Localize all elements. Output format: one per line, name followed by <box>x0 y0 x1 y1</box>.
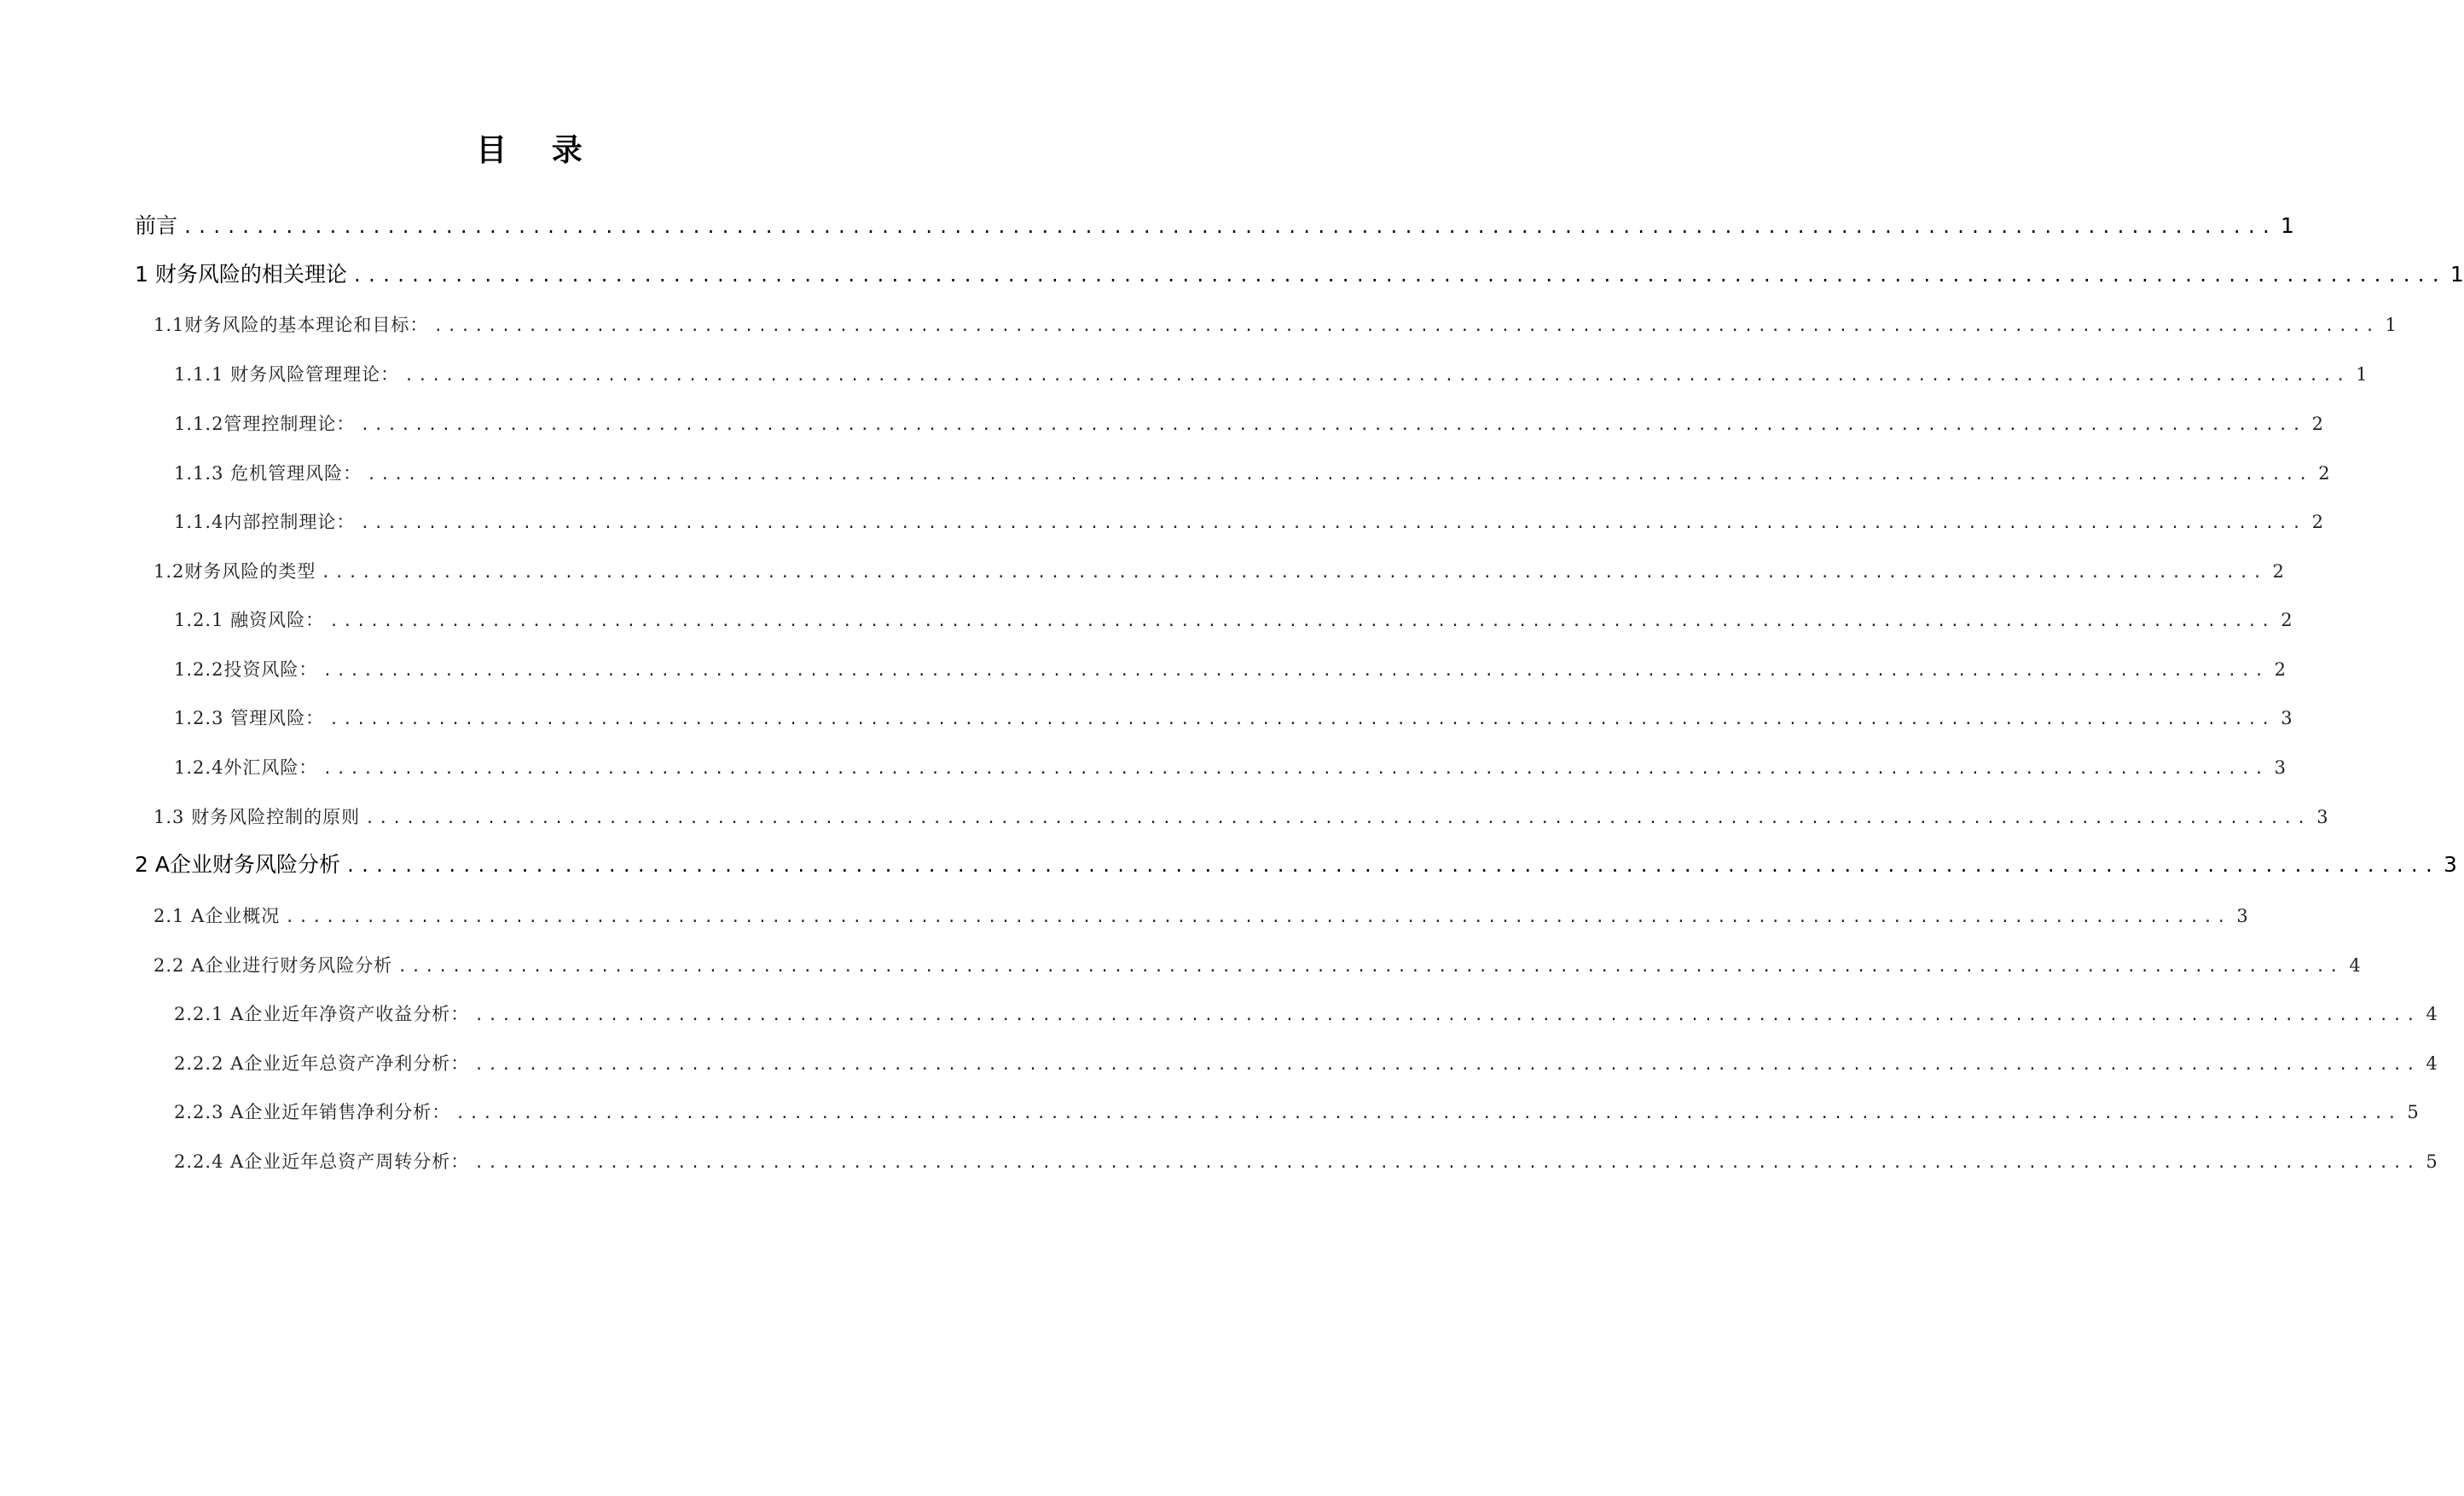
toc-entry-section-1-1-4[interactable] <box>174 505 2324 539</box>
toc-page-number: 3 <box>2281 708 2293 728</box>
toc-page-number: 2 <box>2318 463 2331 484</box>
toc-entry-section-1-3[interactable] <box>154 800 2329 834</box>
toc-page-number: 4 <box>2426 1053 2438 1074</box>
toc-entry-label: 1.2.3 管理风险： <box>174 708 325 728</box>
toc-entry-label: 1.1.2管理控制理论： <box>174 414 356 434</box>
toc-page-number: 1 <box>2356 364 2368 385</box>
toc-page-number: 1 <box>2385 315 2397 335</box>
toc-dot-leader: ................................................................................................................................................ <box>360 416 2305 434</box>
toc-entry-section-2-2-3[interactable] <box>174 1095 2420 1129</box>
toc-entry-label: 1.2.2投资风险： <box>174 659 318 680</box>
toc-dot-leader: ................................................................................................................................................ <box>285 908 2230 926</box>
toc-dot-leader: ................................................................................................................................................ <box>474 1006 2420 1024</box>
toc-dot-leader: ................................................................................................................................................ <box>322 662 2268 680</box>
toc-entry-section-2-2-2[interactable] <box>174 1047 2438 1081</box>
toc-dot-leader: ................................................................................................................................................ <box>345 855 2438 876</box>
toc-entry-section-2-2[interactable] <box>154 948 2362 983</box>
toc-page-number: 1 <box>2281 213 2294 238</box>
toc-page-number: 4 <box>2349 955 2362 976</box>
toc-dot-leader: ................................................................................................................................................ <box>329 612 2275 630</box>
toc-entry-label: 2.2.4 A企业近年总资产周转分析： <box>174 1151 470 1172</box>
toc-entry-label: 1.2.4外汇风险： <box>174 757 318 778</box>
toc-dot-leader: ................................................................................................................................................ <box>329 710 2275 728</box>
toc-dot-leader: ................................................................................................................................................ <box>404 367 2350 385</box>
toc-page-number: 2 <box>2281 610 2293 630</box>
toc-entry-label: 1.1.4内部控制理论： <box>174 512 356 532</box>
toc-entry-label: 2.1 A企业概况 <box>154 906 281 926</box>
toc-entry-preface[interactable] <box>135 209 2294 243</box>
toc-dot-leader: ................................................................................................................................................ <box>183 217 2276 237</box>
toc-entry-section-2-2-1[interactable] <box>174 997 2438 1031</box>
toc-entry-label: 1.2财务风险的类型 <box>154 561 316 582</box>
toc-dot-leader: ................................................................................................................................................ <box>322 760 2268 778</box>
toc-entry-label: 1.1.1 财务风险管理理论： <box>174 364 400 385</box>
toc-page-number: 5 <box>2426 1151 2438 1172</box>
toc-entry-chapter-1[interactable] <box>135 258 2464 292</box>
toc-entry-label: 前言 <box>135 213 178 238</box>
toc-entry-section-2-1[interactable] <box>154 899 2249 933</box>
toc-entry-label: 2.2.1 A企业近年净资产收益分析： <box>174 1004 470 1024</box>
toc-entry-section-1-2[interactable] <box>154 554 2285 589</box>
toc-entry-section-1-1[interactable] <box>154 308 2397 342</box>
toc-page-number: 3 <box>2443 852 2457 877</box>
toc-dot-leader: ................................................................................................................................................ <box>351 265 2445 286</box>
toc-entry-section-1-1-1[interactable] <box>174 357 2368 391</box>
toc-entry-section-1-1-3[interactable] <box>174 456 2331 490</box>
toc-entry-section-1-2-1[interactable] <box>174 603 2293 637</box>
toc-page-number: 1 <box>2450 262 2464 287</box>
toc-dot-leader: ................................................................................................................................................ <box>474 1056 2420 1074</box>
toc-entry-chapter-2[interactable] <box>135 848 2457 882</box>
toc-entry-section-1-2-3[interactable] <box>174 701 2293 735</box>
toc-dot-leader: ................................................................................................................................................ <box>474 1154 2420 1172</box>
toc-page-number: 3 <box>2316 807 2329 827</box>
toc-entry-label: 2.2.2 A企业近年总资产净利分析： <box>174 1053 470 1074</box>
toc-entry-section-2-2-4[interactable] <box>174 1145 2438 1179</box>
toc-entry-label: 1.2.1 融资风险： <box>174 610 325 630</box>
toc-page-number: 3 <box>2236 906 2249 926</box>
toc-entry-label: 2.2.3 A企业近年销售净利分析： <box>174 1102 451 1122</box>
toc-entry-label: 1.1.3 危机管理风险： <box>174 463 362 484</box>
toc-entry-section-1-2-4[interactable] <box>174 751 2287 785</box>
toc-dot-leader: ................................................................................................................................................ <box>365 809 2310 827</box>
toc-entry-section-1-1-2[interactable] <box>174 407 2324 441</box>
page-title: 目 录 <box>476 133 600 168</box>
toc-dot-leader: ................................................................................................................................................ <box>397 958 2343 976</box>
toc-dot-leader: ................................................................................................................................................ <box>433 317 2379 335</box>
toc-entry-label: 1.3 财务风险控制的原则 <box>154 807 361 827</box>
toc-page-number: 2 <box>2311 512 2324 532</box>
toc-page-number: 3 <box>2274 757 2287 778</box>
toc-entry-label: 1 财务风险的相关理论 <box>135 262 347 287</box>
toc-page-number: 4 <box>2426 1004 2438 1024</box>
toc-dot-leader: ................................................................................................................................................ <box>360 514 2305 532</box>
toc-dot-leader: ................................................................................................................................................ <box>367 466 2312 484</box>
toc-dot-leader: ................................................................................................................................................ <box>455 1105 2401 1122</box>
toc-entry-label: 2 A企业财务风险分析 <box>135 852 340 877</box>
toc-dot-leader: ................................................................................................................................................ <box>321 564 2266 582</box>
toc-page-number: 2 <box>2272 561 2285 582</box>
toc-entry-section-1-2-2[interactable] <box>174 652 2287 687</box>
toc-page-number: 2 <box>2311 414 2324 434</box>
toc-page-number: 2 <box>2274 659 2287 680</box>
toc-entry-label: 2.2 A企业进行财务风险分析 <box>154 955 393 976</box>
toc-entry-label: 1.1财务风险的基本理论和目标： <box>154 315 429 335</box>
toc-page-number: 5 <box>2407 1102 2420 1122</box>
